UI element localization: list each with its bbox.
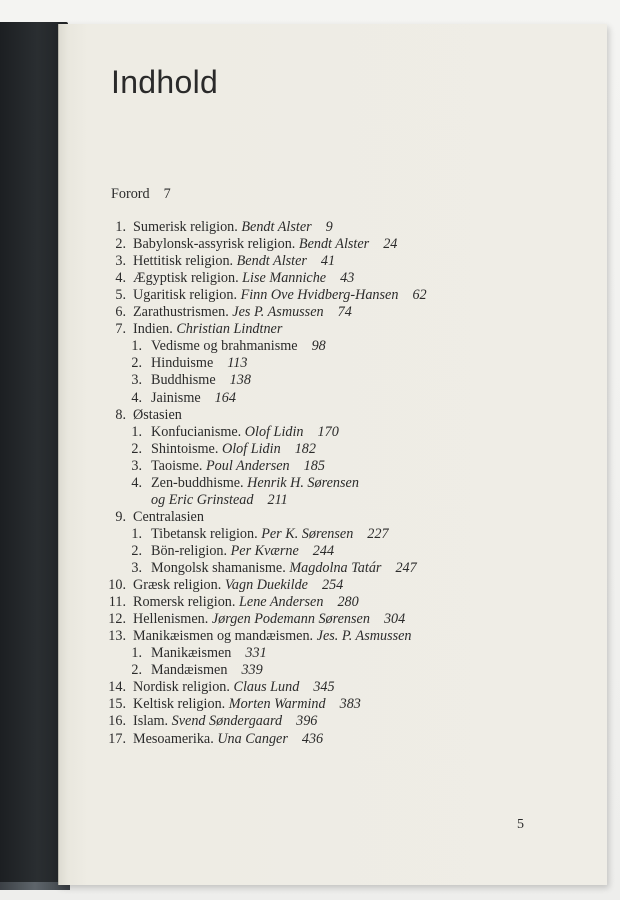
toc-entry-number: 4. bbox=[115, 270, 126, 287]
toc-entry-number: 12. bbox=[108, 611, 126, 628]
toc-entry-page: 62 bbox=[412, 287, 427, 304]
toc-entry-title: Østasien bbox=[133, 406, 182, 423]
toc-entry-title: Sumerisk religion. bbox=[133, 219, 238, 235]
toc-entry-text bbox=[133, 731, 323, 748]
toc-entry-number: 1. bbox=[131, 645, 142, 662]
toc-entry-author: Lene Andersen bbox=[239, 594, 324, 611]
toc-entry-text bbox=[133, 253, 335, 270]
toc-entry-title: Shintoisme. bbox=[151, 440, 219, 457]
toc-entry-author: Jes. P. Asmussen bbox=[316, 628, 412, 645]
toc-entry-text bbox=[151, 475, 359, 492]
toc-entry-text bbox=[133, 679, 335, 696]
toc-entry-number: 14. bbox=[108, 679, 126, 696]
toc-entry-author: Svend Søndergaard bbox=[171, 713, 283, 730]
toc-entry-title: Taoisme. bbox=[151, 457, 203, 474]
toc-entry-text bbox=[133, 696, 361, 713]
toc-entry-page: 182 bbox=[294, 440, 316, 457]
toc-entry-title: Babylonsk-assyrisk religion. bbox=[133, 236, 296, 253]
toc-entry-text bbox=[133, 236, 397, 253]
toc-entry-number: 3. bbox=[131, 560, 142, 576]
toc-entry-number: 9. bbox=[115, 508, 126, 525]
toc-entry-text bbox=[151, 372, 251, 389]
toc-entry-text bbox=[133, 270, 354, 287]
toc-entry-author: Morten Warmind bbox=[228, 696, 326, 713]
toc-entry-text bbox=[151, 458, 325, 475]
toc-entry-number: 2. bbox=[131, 662, 142, 679]
toc-entry-page: 41 bbox=[320, 253, 336, 270]
toc-entry-number: 2. bbox=[131, 355, 142, 372]
toc-entry-text bbox=[151, 526, 389, 543]
toc-foreword-page: 7 bbox=[163, 186, 171, 202]
toc-entry-author: Claus Lund bbox=[233, 679, 300, 696]
toc-entry-author: Lise Manniche bbox=[242, 270, 327, 287]
toc-entry-page: 247 bbox=[395, 560, 417, 576]
toc-entry-title: Ugaritisk religion. bbox=[133, 287, 238, 304]
toc-entry-number: 10. bbox=[108, 577, 126, 594]
toc-entry-number: 6. bbox=[115, 304, 126, 321]
toc-entry-number: 1. bbox=[131, 338, 142, 355]
toc-entry-text bbox=[133, 509, 204, 526]
toc-entry-text bbox=[151, 338, 326, 355]
toc-entry-page: 280 bbox=[337, 594, 359, 611]
toc-entry-title: Centralasien bbox=[133, 508, 204, 525]
toc-entry-page: 396 bbox=[296, 713, 318, 730]
page-title: Indhold bbox=[111, 64, 219, 100]
toc-entry-number: 13. bbox=[108, 628, 126, 645]
toc-entry-number: 15. bbox=[108, 696, 126, 713]
toc-entry-author: Olof Lidin bbox=[221, 440, 281, 457]
toc-entry-title: Indien. bbox=[133, 321, 173, 338]
toc-entry-text bbox=[133, 407, 182, 424]
toc-entry-title: Keltisk religion. bbox=[133, 696, 226, 713]
toc-entry-author: og Eric Grinstead bbox=[151, 491, 254, 508]
toc-entry-title: Hettitisk religion. bbox=[133, 253, 234, 270]
toc-entry-page: 9 bbox=[325, 219, 333, 235]
toc-entry-title: Hellenismen. bbox=[133, 611, 209, 628]
toc-entry-text bbox=[151, 390, 236, 407]
toc-entry-text bbox=[151, 560, 417, 577]
toc-entry-title: Græsk religion. bbox=[133, 577, 222, 594]
toc-foreword bbox=[111, 186, 171, 203]
toc-foreword-label: Forord bbox=[111, 186, 150, 202]
toc-entry-page: 98 bbox=[311, 338, 326, 355]
toc-entry-author: Una Canger bbox=[217, 730, 288, 747]
toc-entry-author: Bendt Alster bbox=[241, 219, 312, 235]
toc-entry-number: 2. bbox=[131, 542, 142, 559]
toc-entry-number: 8. bbox=[115, 406, 126, 423]
toc-entry-text bbox=[151, 662, 263, 679]
toc-entry-number: 3. bbox=[115, 253, 126, 270]
toc-entry-number: 4. bbox=[131, 474, 142, 491]
toc-entry-number: 3. bbox=[131, 372, 142, 389]
toc-entry-author: Per K. Sørensen bbox=[261, 525, 354, 542]
toc-entry-title: Mongolsk shamanisme. bbox=[151, 560, 286, 576]
toc-entry-number: 17. bbox=[108, 730, 126, 747]
toc-entry-text bbox=[151, 645, 267, 662]
toc-entry-title: Zen-buddhisme. bbox=[151, 474, 244, 491]
toc-entry-text bbox=[151, 355, 248, 372]
toc-entry-author: Jes P. Asmussen bbox=[232, 304, 324, 321]
toc-entry-text bbox=[133, 713, 317, 730]
toc-entry-text bbox=[151, 543, 334, 560]
toc-entry-text bbox=[151, 492, 288, 509]
toc-entry-page: 383 bbox=[339, 696, 361, 713]
toc-entry-title: Zarathustrismen. bbox=[133, 304, 229, 321]
toc-entry-title: Islam. bbox=[133, 713, 169, 730]
toc-entry-title: Jainisme bbox=[151, 389, 201, 406]
toc-entry-number: 2. bbox=[115, 236, 126, 253]
toc-entry-number: 7. bbox=[115, 321, 126, 338]
toc-entry-page: 304 bbox=[383, 611, 406, 628]
toc-entry-title: Bön-religion. bbox=[151, 542, 228, 559]
toc-entry-author: Finn Ove Hvidberg-Hansen bbox=[240, 287, 399, 304]
toc-entry-title: Mandæismen bbox=[151, 662, 228, 679]
toc-entry-title: Ægyptisk religion. bbox=[133, 270, 239, 287]
toc-entry-title: Manikæismen bbox=[151, 645, 232, 662]
toc-entry-text bbox=[133, 321, 282, 338]
toc-entry-number: 4. bbox=[131, 389, 142, 406]
toc-entry-text bbox=[133, 577, 343, 594]
toc-entry-text bbox=[133, 611, 405, 628]
page-number: 5 bbox=[517, 817, 524, 832]
toc-entry-page: 138 bbox=[229, 372, 251, 389]
toc-entry-text bbox=[133, 594, 359, 611]
toc-entry-page: 185 bbox=[303, 457, 325, 474]
toc-entry-author: Poul Andersen bbox=[205, 457, 290, 474]
toc-entry-text bbox=[151, 424, 339, 441]
toc-entry-number: 1. bbox=[115, 219, 126, 235]
toc-entry-title: Manikæismen og mandæismen. bbox=[133, 628, 314, 645]
toc-entry-title: Mesoamerika. bbox=[133, 730, 214, 747]
toc-entry-title: Hinduisme bbox=[151, 355, 214, 372]
toc-entry-title: Konfucianisme. bbox=[151, 423, 242, 440]
toc-entry-number: 5. bbox=[115, 287, 126, 304]
toc-entry-author: Magdolna Tatár bbox=[289, 560, 382, 576]
toc-entry-page: 74 bbox=[337, 304, 352, 321]
toc-entry-text bbox=[133, 304, 352, 321]
toc-entry-title: Nordisk religion. bbox=[133, 679, 230, 696]
toc-entry-text bbox=[151, 441, 316, 458]
toc-entry-title: Tibetansk religion. bbox=[151, 525, 258, 542]
toc-entry-author: Per Kværne bbox=[230, 542, 299, 559]
toc-entry-page: 164 bbox=[214, 389, 236, 406]
toc-entry-title: Buddhisme bbox=[151, 372, 216, 389]
toc-entry-number: 1. bbox=[131, 423, 142, 440]
toc-entry-page: 113 bbox=[227, 355, 248, 372]
toc-entry-author: Henrik H. Sørensen bbox=[247, 474, 359, 491]
toc-entry-page: 254 bbox=[321, 577, 344, 594]
toc-entry-author: Olof Lidin bbox=[244, 423, 304, 440]
toc-entry-text bbox=[133, 219, 333, 236]
toc-entry-author: Bendt Alster bbox=[236, 253, 307, 270]
toc-entry-author: Bendt Alster bbox=[298, 236, 370, 253]
toc-entry-number: 1. bbox=[131, 525, 142, 542]
toc-entry-page: 170 bbox=[317, 423, 339, 440]
toc-entry-title: Vedisme og brahmanisme bbox=[151, 338, 298, 355]
toc-entry-text bbox=[133, 287, 427, 304]
toc-entry-number: 16. bbox=[108, 713, 126, 730]
toc-entry-author: Jørgen Podemann Sørensen bbox=[211, 611, 370, 628]
toc-entry-author: Vagn Duekilde bbox=[224, 577, 308, 594]
toc-entry-page: 339 bbox=[241, 662, 263, 679]
toc-entry-page: 227 bbox=[367, 525, 389, 542]
toc-entry-text bbox=[133, 628, 412, 645]
toc-entry-number: 3. bbox=[131, 457, 142, 474]
toc-entry-page: 331 bbox=[245, 645, 267, 662]
toc-entry-number: 2. bbox=[131, 440, 142, 457]
toc-entry-page: 24 bbox=[383, 236, 398, 253]
toc-entry-number: 11. bbox=[108, 594, 126, 611]
toc-entry-page: 244 bbox=[312, 542, 335, 559]
toc-entry-title: Romersk religion. bbox=[133, 594, 236, 611]
toc-entry-page: 345 bbox=[313, 679, 335, 696]
toc-entry-page: 211 bbox=[267, 491, 288, 508]
toc-entry-page: 43 bbox=[340, 270, 355, 287]
toc-entry-page: 436 bbox=[301, 730, 324, 747]
toc-entry-author: Christian Lindtner bbox=[176, 321, 283, 338]
